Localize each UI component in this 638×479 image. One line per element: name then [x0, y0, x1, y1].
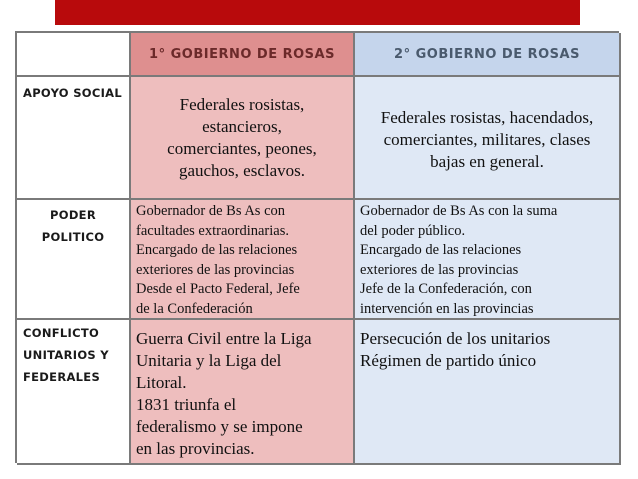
cell-line: exteriores de las provincias: [360, 261, 519, 278]
cell-line: comerciantes, militares, clases: [383, 129, 591, 149]
cell-line: en las provincias.: [136, 439, 255, 458]
cell-line: exteriores de las provincias: [136, 261, 295, 278]
cell-line: Federales rosistas,: [179, 94, 305, 114]
row-label-line: UNITARIOS Y: [23, 348, 109, 362]
cell-line: Federales rosistas, hacendados,: [380, 107, 594, 127]
cell-line: 1831 triunfa el: [136, 395, 237, 414]
cell-line: Gobernador de Bs As con la suma: [360, 203, 558, 219]
header-second-government: [355, 33, 621, 77]
cell-line: Encargado de las relaciones: [136, 242, 298, 258]
cell-line: intervención en las provincias: [360, 300, 534, 317]
header-second-label: 2° GOBIERNO DE ROSAS: [394, 46, 580, 62]
cell-poder-politico-second: [355, 200, 621, 320]
comparison-table: [15, 31, 619, 463]
cell-line: Régimen de partido único: [360, 351, 537, 370]
cell-line: facultades extraordinarias.: [136, 222, 289, 239]
row-label-line: APOYO SOCIAL: [23, 86, 122, 100]
cell-line: federalismo y se impone: [136, 417, 303, 436]
cell-line: estancieros,: [202, 116, 282, 136]
cell-line: Encargado de las relaciones: [360, 242, 522, 258]
row-label-poder-politico: [17, 200, 131, 320]
row-label-line: PODER: [50, 208, 96, 222]
row-label-line: CONFLICTO: [23, 326, 100, 340]
row-label-apoyo-social: [17, 77, 131, 200]
cell-line: de la Confederación: [136, 300, 253, 317]
cell-line: Gobernador de Bs As con: [136, 203, 286, 219]
cell-line: gauchos, esclavos.: [178, 160, 306, 180]
row-label-line: FEDERALES: [23, 370, 101, 384]
cell-conflicto-first: [131, 320, 355, 465]
cell-line: del poder público.: [360, 222, 466, 239]
cell-line: Jefe de la Confederación, con: [360, 281, 532, 297]
table-corner-cell: [17, 33, 131, 77]
cell-line: comerciantes, peones,: [167, 138, 317, 158]
cell-line: Litoral.: [136, 373, 187, 392]
cell-line: bajas en general.: [430, 151, 544, 171]
cell-line: Desde el Pacto Federal, Jefe: [136, 281, 300, 297]
title-bar: [55, 0, 580, 25]
cell-line: Guerra Civil entre la Liga: [136, 329, 312, 348]
cell-line: Unitaria y la Liga del: [136, 351, 282, 370]
header-first-government: [131, 33, 355, 77]
cell-conflicto-second: [355, 320, 621, 465]
row-label-line: POLITICO: [41, 230, 105, 244]
row-label-conflicto: [17, 320, 131, 465]
header-first-label: 1° GOBIERNO DE ROSAS: [149, 46, 335, 62]
cell-apoyo-social-second: [355, 77, 621, 200]
cell-apoyo-social-first: [131, 77, 355, 200]
cell-poder-politico-first: [131, 200, 355, 320]
cell-line: Persecución de los unitarios: [360, 329, 551, 348]
